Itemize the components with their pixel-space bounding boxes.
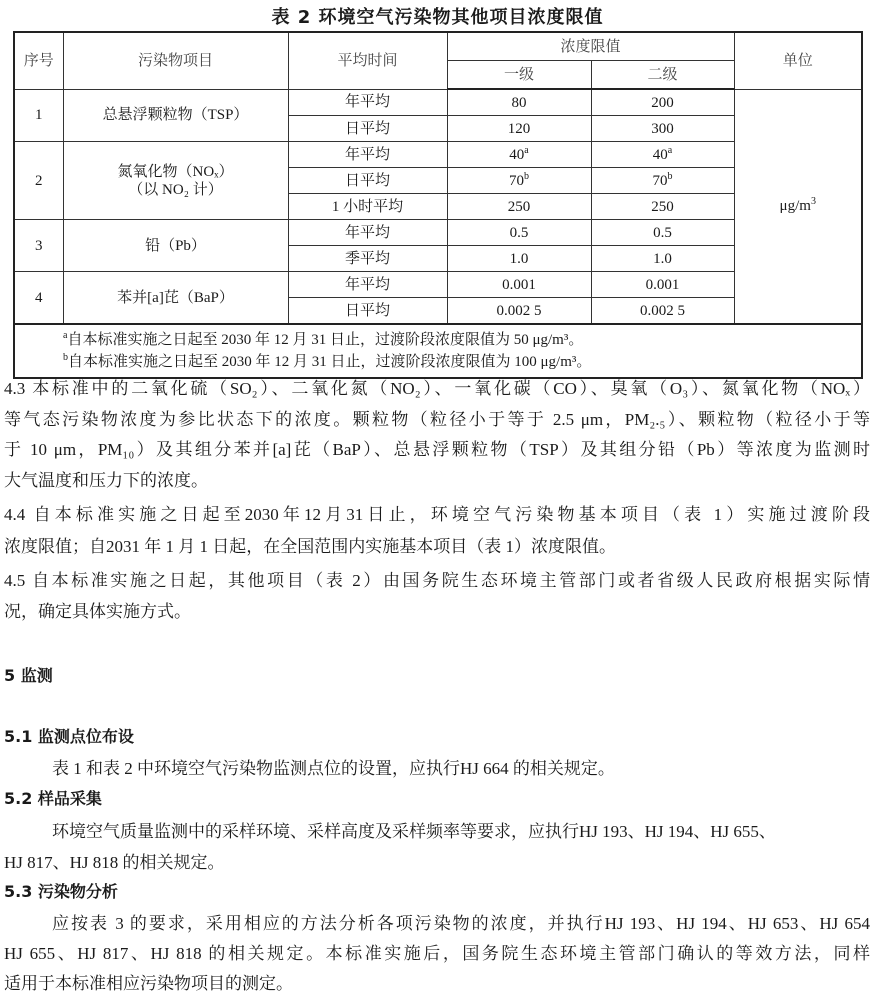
cell-grade1: 70$^b$ [447,168,591,194]
cell-time: 年平均 [288,142,447,168]
paragraph-line: 表 1 和表 2 中环境空气污染物监测点位的设置，应执行HJ 664 的相关规定。 [52,759,615,778]
cell-grade2: 0.002 5 [591,298,734,325]
table-row [14,89,862,116]
cell-item [63,89,288,142]
cell-grade2: 300 [591,116,734,142]
cell-grade1: 1.0 [447,246,591,272]
cell-grade2: 250 [591,194,734,220]
section-heading: 5.1 监测点位布设 [4,727,134,746]
cell-grade1: 0.001 [447,272,591,298]
paragraph-line: 于 10 μm，PM₁₀）及其组分苯并[a]芘（BaP）、总悬浮颗粒物（TSP）及其组分铅（Pb）等浓度为监测时 [4,440,870,459]
paragraph-line: 况，确定具体实施方式。 [4,602,191,621]
cell-item [63,142,288,220]
paragraph-line: 4.3 本标准中的二氧化硫（SO₂）、二氧化氮（NO₂）、一氧化碳（CO）、臭氧（O₃）、氮氧化物（NOₓ） [4,379,870,398]
footnote-b: $^b$自本标准实施之日起至 2030 年 12 月 31 日止，过渡阶段浓度限值为 100 μg/m³。 [63,352,592,370]
cell-item [63,220,288,272]
header-no: 序号 [14,32,63,89]
cell-time: 1 小时平均 [288,194,447,220]
cell-grade1: 0.5 [447,220,591,246]
cell-time: 季平均 [288,246,447,272]
item-note: （以 NO₂ 计） [128,181,223,198]
paragraph-line: 等气态污染物浓度为参比状态下的浓度。颗粒物（粒径小于等于 2.5 μm，PM₂.₅）、颗粒物（粒径小于等 [4,410,870,429]
cell-time: 年平均 [288,89,447,116]
cell-no: 4 [14,272,63,325]
cell-time: 年平均 [288,220,447,246]
paragraph-line: 4.5 自本标准实施之日起，其他项目（表 2）由国务院生态环境主管部门或者省级人民政府根据实际情 [4,571,870,590]
cell-grade1: 0.002 5 [447,298,591,325]
paragraph-line: HJ 817、HJ 818 的相关规定。 [4,853,225,872]
paragraph-line: 适用于本标准相应污染物项目的测定。 [4,974,293,993]
header-unit: 单位 [734,32,862,89]
cell-grade1: 40$^a$ [447,142,591,168]
cell-time: 日平均 [288,116,447,142]
header-item: 污染物项目 [63,32,288,89]
item-name: 总悬浮颗粒物（TSP） [102,107,249,124]
paragraph-line: 浓度限值；自2031 年 1 月 1 日起，在全国范围内实施基本项目（表 1）浓度限值。 [4,537,616,556]
paragraph-line: 大气温度和压力下的浓度。 [4,471,208,490]
table-footnotes [14,324,862,378]
item-name: 氮氧化物（NOₓ） [117,163,234,180]
cell-grade2: 0.001 [591,272,734,298]
cell-no: 2 [14,142,63,220]
header-limit: 浓度限值 [447,32,734,61]
section-heading: 5 监测 [4,666,53,685]
cell-no: 3 [14,220,63,272]
cell-grade1: 120 [447,116,591,142]
header-grade2: 二级 [591,61,734,90]
cell-grade2: 70$^b$ [591,168,734,194]
paragraph-line: 应按表 3 的要求，采用相应的方法分析各项污染物的浓度，并执行HJ 193、HJ 194、HJ 653、HJ 654 [52,914,870,933]
section-heading: 5.2 样品采集 [4,789,102,808]
section-heading: 5.3 污染物分析 [4,882,118,901]
cell-grade2: 0.5 [591,220,734,246]
paragraph-line: HJ 655、HJ 817、HJ 818 的相关规定。本标准实施后，国务院生态环境主管部门确认的等效方法，同样 [4,944,870,963]
cell-unit: $\mu g/m^3$ [734,89,862,324]
cell-time: 年平均 [288,272,447,298]
cell-grade2: 1.0 [591,246,734,272]
pollutant-limits-table [13,31,863,379]
header-grade1: 一级 [447,61,591,90]
cell-time: 日平均 [288,298,447,325]
item-name: 铅（Pb） [145,237,206,254]
cell-item [63,272,288,325]
cell-grade2: 40$^a$ [591,142,734,168]
paragraph-line: 4.4 自本标准实施之日起至2030年12月31日止，环境空气污染物基本项目（表 1）实施过渡阶段 [4,505,870,524]
header-time: 平均时间 [288,32,447,89]
paragraph-line: 环境空气质量监测中的采样环境、采样高度及采样频率等要求，应执行HJ 193、HJ 194、HJ 655、 [52,822,776,841]
cell-time: 日平均 [288,168,447,194]
cell-grade2: 200 [591,89,734,116]
item-name: 苯并[a]芘（BaP） [117,289,234,306]
cell-grade1: 250 [447,194,591,220]
table-title: 表 2 环境空气污染物其他项目浓度限值 [271,7,604,28]
footnote-a: $^a$自本标准实施之日起至 2030 年 12 月 31 日止，过渡阶段浓度限值为 50 μg/m³。 [63,330,584,348]
cell-grade1: 80 [447,89,591,116]
cell-no: 1 [14,89,63,142]
